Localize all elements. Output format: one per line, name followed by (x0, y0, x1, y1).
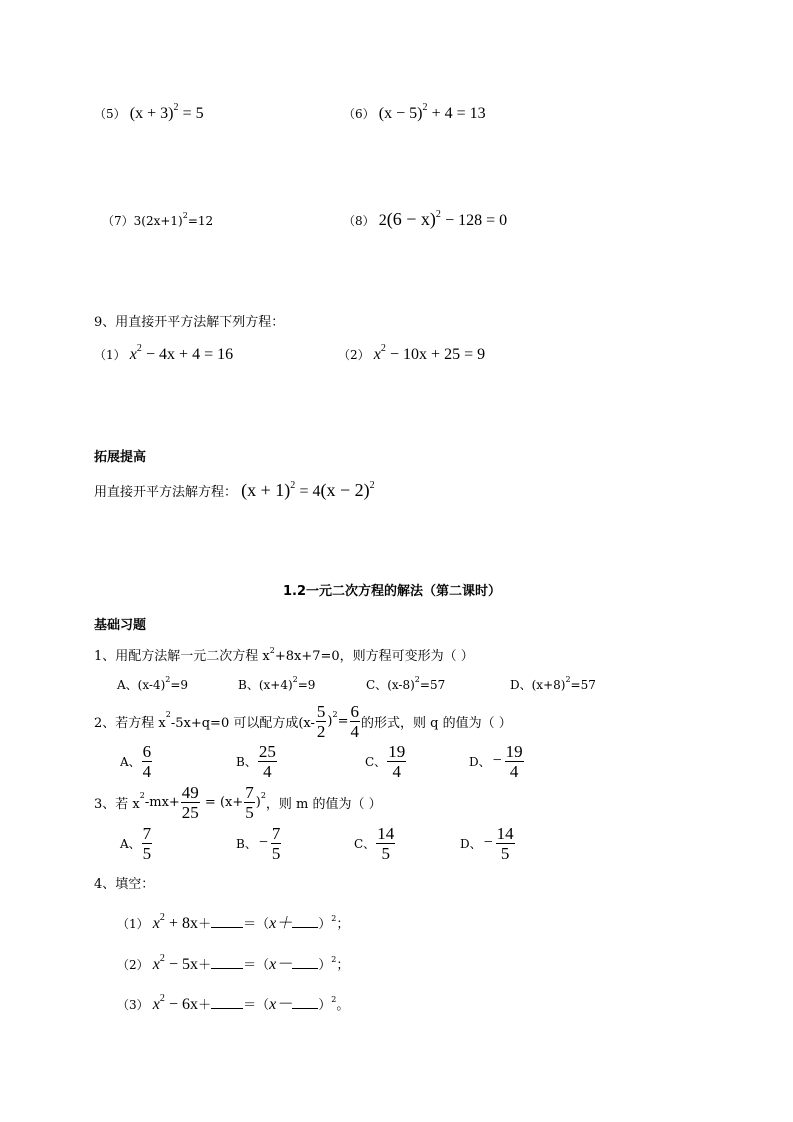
question-1-exponent: 2 (269, 646, 275, 655)
extension-lhs: (x + 1) (241, 480, 291, 500)
item-eq: ＝（ (243, 917, 270, 932)
option-label: C、 (365, 754, 387, 769)
option-exponent: 2 (414, 675, 420, 684)
option-fraction (258, 742, 277, 781)
option-label: A、 (120, 754, 141, 769)
answer-blank[interactable] (292, 914, 318, 928)
option-fraction (271, 824, 282, 863)
question-4-title: 4、填空： (94, 877, 155, 892)
fraction-denominator: 4 (392, 761, 401, 781)
option-sign: − (483, 834, 493, 851)
question-1-option-d (510, 676, 596, 693)
option-label: A、 (120, 836, 141, 851)
item-eq: ＝（ (243, 958, 270, 973)
problem-7-exponent: 2 (182, 211, 188, 220)
problem-6-lhs: (x − 5) (378, 105, 423, 122)
fraction-denominator: 2 (316, 721, 326, 741)
item-inner: x＋ (269, 915, 293, 932)
fraction-denominator: 4 (350, 721, 359, 741)
option-fraction (505, 742, 524, 781)
answer-blank[interactable] (292, 955, 318, 969)
option-label: A、 (117, 678, 138, 692)
question-3 (94, 781, 382, 823)
item-exponent: 2 (159, 993, 165, 1004)
answer-blank[interactable] (211, 955, 243, 969)
extension-heading: 拓展提高 (94, 450, 147, 465)
option-label: C、 (354, 836, 376, 851)
question-9-sub-2-var: x (373, 346, 381, 363)
option-rhs: =57 (570, 678, 596, 692)
item-close: ） (318, 917, 332, 932)
option-fraction (387, 742, 406, 781)
item-exponent: 2 (159, 912, 165, 923)
problem-8-coef: 2 (378, 212, 387, 229)
item-end: ； (336, 917, 350, 932)
answer-blank[interactable] (292, 995, 318, 1009)
item-plus: ＋ (198, 958, 212, 973)
question-3-option-c (354, 822, 396, 864)
item-exponent-2: 2 (331, 995, 337, 1004)
problem-6-exponent: 2 (422, 102, 428, 113)
fraction-denominator: 5 (500, 843, 510, 863)
question-1-text-b: +8x+7=0，则方程可变形为（ ） (274, 649, 474, 664)
question-2-text-c: ) (327, 713, 333, 729)
problem-7-label: （7） (102, 214, 134, 228)
extension-exponent-1: 2 (290, 480, 296, 491)
option-rhs: =9 (297, 678, 316, 692)
fraction-denominator: 5 (142, 843, 152, 863)
question-2-text-e: 的形式，则 q 的值为（ ） (361, 715, 512, 731)
option-label: D、 (510, 678, 532, 692)
item-close: ） (318, 998, 332, 1013)
question-2-exponent-2: 2 (332, 709, 338, 719)
question-3-option-a (120, 822, 153, 864)
option-exponent: 2 (165, 675, 171, 684)
option-label: B、 (236, 836, 257, 851)
section-title: 1.2一元二次方程的解法（第二课时） (283, 584, 502, 599)
option-rhs: =57 (419, 678, 446, 692)
question-2 (94, 700, 512, 742)
fraction-numerator: 6 (350, 701, 359, 721)
option-exponent: 2 (565, 675, 571, 684)
problem-7-text-b: =12 (187, 214, 214, 228)
question-2-exponent: 2 (165, 709, 171, 719)
problem-5 (94, 102, 204, 123)
question-4-item-3 (117, 991, 349, 1014)
item-plus: ＋ (198, 917, 212, 932)
option-fraction (142, 824, 153, 863)
item-term: + 8x (169, 915, 199, 932)
item-exponent: 2 (159, 953, 165, 964)
question-1-text-a: 1、用配方法解一元二次方程 x (94, 649, 270, 664)
fraction-numerator: 7 (142, 823, 152, 843)
question-3-text-a: 3、若 x (94, 796, 140, 812)
question-2-option-b (236, 740, 278, 782)
item-var: x (152, 915, 160, 932)
fraction-denominator: 4 (142, 761, 152, 781)
fraction-denominator: 5 (245, 802, 254, 822)
item-inner: x－ (269, 956, 293, 973)
option-base: (x-4) (137, 678, 166, 692)
option-label: B、 (238, 678, 259, 692)
problem-8 (343, 209, 507, 230)
option-label: B、 (236, 754, 257, 769)
item-term: − 5x (169, 956, 199, 973)
fraction-numerator: 7 (271, 823, 281, 843)
item-exponent-2: 2 (331, 914, 337, 923)
question-3-option-d (460, 822, 516, 864)
question-9-title: 9、用直接开平方法解下列方程： (94, 315, 285, 330)
question-3-exponent-2: 2 (260, 790, 266, 800)
question-9-sub-2-rest: − 10x + 25 = 9 (390, 346, 486, 363)
fraction-denominator: 25 (181, 802, 199, 822)
answer-blank[interactable] (211, 995, 243, 1009)
question-9-sub-1-exponent: 2 (136, 343, 142, 354)
question-3-option-b (236, 822, 282, 864)
question-9-sub-1-var: x (129, 346, 137, 363)
question-2-text-d: = (337, 713, 349, 729)
item-end: ； (336, 958, 350, 973)
item-label: （3） (117, 998, 149, 1012)
question-1 (94, 645, 474, 664)
option-fraction (142, 742, 153, 781)
item-inner: x－ (269, 996, 293, 1013)
problem-6-rhs: + 4 = 13 (431, 105, 486, 122)
problem-6 (343, 102, 486, 123)
problem-7 (102, 212, 213, 229)
fraction-denominator: 5 (381, 843, 390, 863)
fraction-numerator: 14 (377, 823, 395, 843)
item-label: （2） (117, 958, 149, 972)
option-sign: − (492, 752, 502, 769)
question-2-option-a (120, 740, 153, 782)
fraction-denominator: 4 (509, 761, 519, 781)
problem-8-paren: (6 − x) (386, 209, 436, 229)
fraction-numerator: 14 (496, 823, 514, 843)
question-3-exponent: 2 (139, 790, 145, 800)
question-9-sub-1 (94, 343, 234, 364)
question-1-option-a (117, 676, 188, 693)
question-4-item-1 (117, 910, 349, 933)
fraction-denominator: 5 (271, 843, 281, 863)
item-plus: ＋ (198, 998, 212, 1013)
answer-blank[interactable] (211, 914, 243, 928)
question-1-option-c (366, 676, 445, 693)
option-exponent: 2 (292, 675, 298, 684)
extension-prompt: 用直接开平方法解方程： (94, 485, 238, 500)
fraction-numerator: 19 (388, 741, 406, 761)
option-sign: − (258, 834, 268, 851)
question-2-text-a: 2、若方程 x (94, 715, 166, 731)
option-base: (x+4) (258, 678, 293, 692)
option-base: (x+8) (531, 678, 566, 692)
question-2-option-c (365, 740, 407, 782)
question-2-fraction-2 (350, 702, 361, 741)
question-3-text-c: = (x+ (200, 794, 244, 810)
item-eq: ＝（ (243, 998, 270, 1013)
item-term: − 6x (169, 996, 199, 1013)
problem-5-lhs: (x + 3) (129, 105, 174, 122)
question-3-fraction-2 (244, 783, 255, 822)
question-2-text-b: -5x+q=0 可以配方成(x- (170, 715, 315, 731)
question-9-sub-1-rest: − 4x + 4 = 16 (146, 346, 234, 363)
extension-rhs: (x − 2) (320, 480, 370, 500)
fraction-numerator: 25 (258, 741, 276, 761)
problem-5-rhs: = 5 (182, 105, 204, 122)
question-9-sub-2-exponent: 2 (380, 343, 386, 354)
extension-problem (94, 480, 375, 501)
problem-6-label: （6） (343, 107, 375, 121)
question-1-option-b (238, 676, 315, 693)
fraction-numerator: 6 (142, 741, 152, 761)
fraction-numerator: 19 (505, 741, 523, 761)
problem-5-exponent: 2 (173, 102, 179, 113)
question-3-text-d: ) (255, 794, 261, 810)
option-rhs: =9 (170, 678, 189, 692)
option-base: (x-8) (387, 678, 415, 692)
fraction-denominator: 4 (263, 761, 272, 781)
item-exponent-2: 2 (331, 955, 337, 964)
option-fraction (376, 824, 395, 863)
fraction-numerator: 7 (245, 782, 254, 802)
option-label: C、 (366, 678, 388, 692)
question-9-sub-2 (338, 343, 486, 364)
item-end: 。 (336, 998, 350, 1013)
question-9-sub-1-label: （1） (94, 348, 126, 362)
problem-8-rhs: − 128 = 0 (445, 212, 508, 229)
basic-exercises-heading: 基础习题 (94, 618, 147, 633)
question-2-fraction-1 (316, 702, 327, 741)
option-label: D、 (460, 836, 482, 851)
question-3-text-b: -mx+ (144, 794, 180, 810)
fraction-numerator: 5 (316, 701, 326, 721)
extension-exponent-2: 2 (369, 480, 375, 491)
option-fraction (496, 824, 515, 863)
item-label: （1） (117, 917, 149, 931)
extension-mid: = 4 (299, 483, 321, 500)
question-4-item-2 (117, 951, 349, 974)
option-label: D、 (469, 754, 491, 769)
problem-8-exponent: 2 (435, 209, 441, 220)
question-3-fraction-1 (181, 783, 200, 822)
fraction-numerator: 49 (181, 782, 199, 802)
problem-7-text-a: 3(2x+1) (133, 214, 183, 228)
problem-5-label: （5） (94, 107, 126, 121)
item-var: x (152, 996, 160, 1013)
question-3-text-e: ，则 m 的值为（ ） (265, 796, 382, 812)
item-var: x (152, 956, 160, 973)
question-2-option-d (469, 740, 525, 782)
question-9-sub-2-label: （2） (338, 348, 370, 362)
item-close: ） (318, 958, 332, 973)
problem-8-label: （8） (343, 214, 375, 228)
